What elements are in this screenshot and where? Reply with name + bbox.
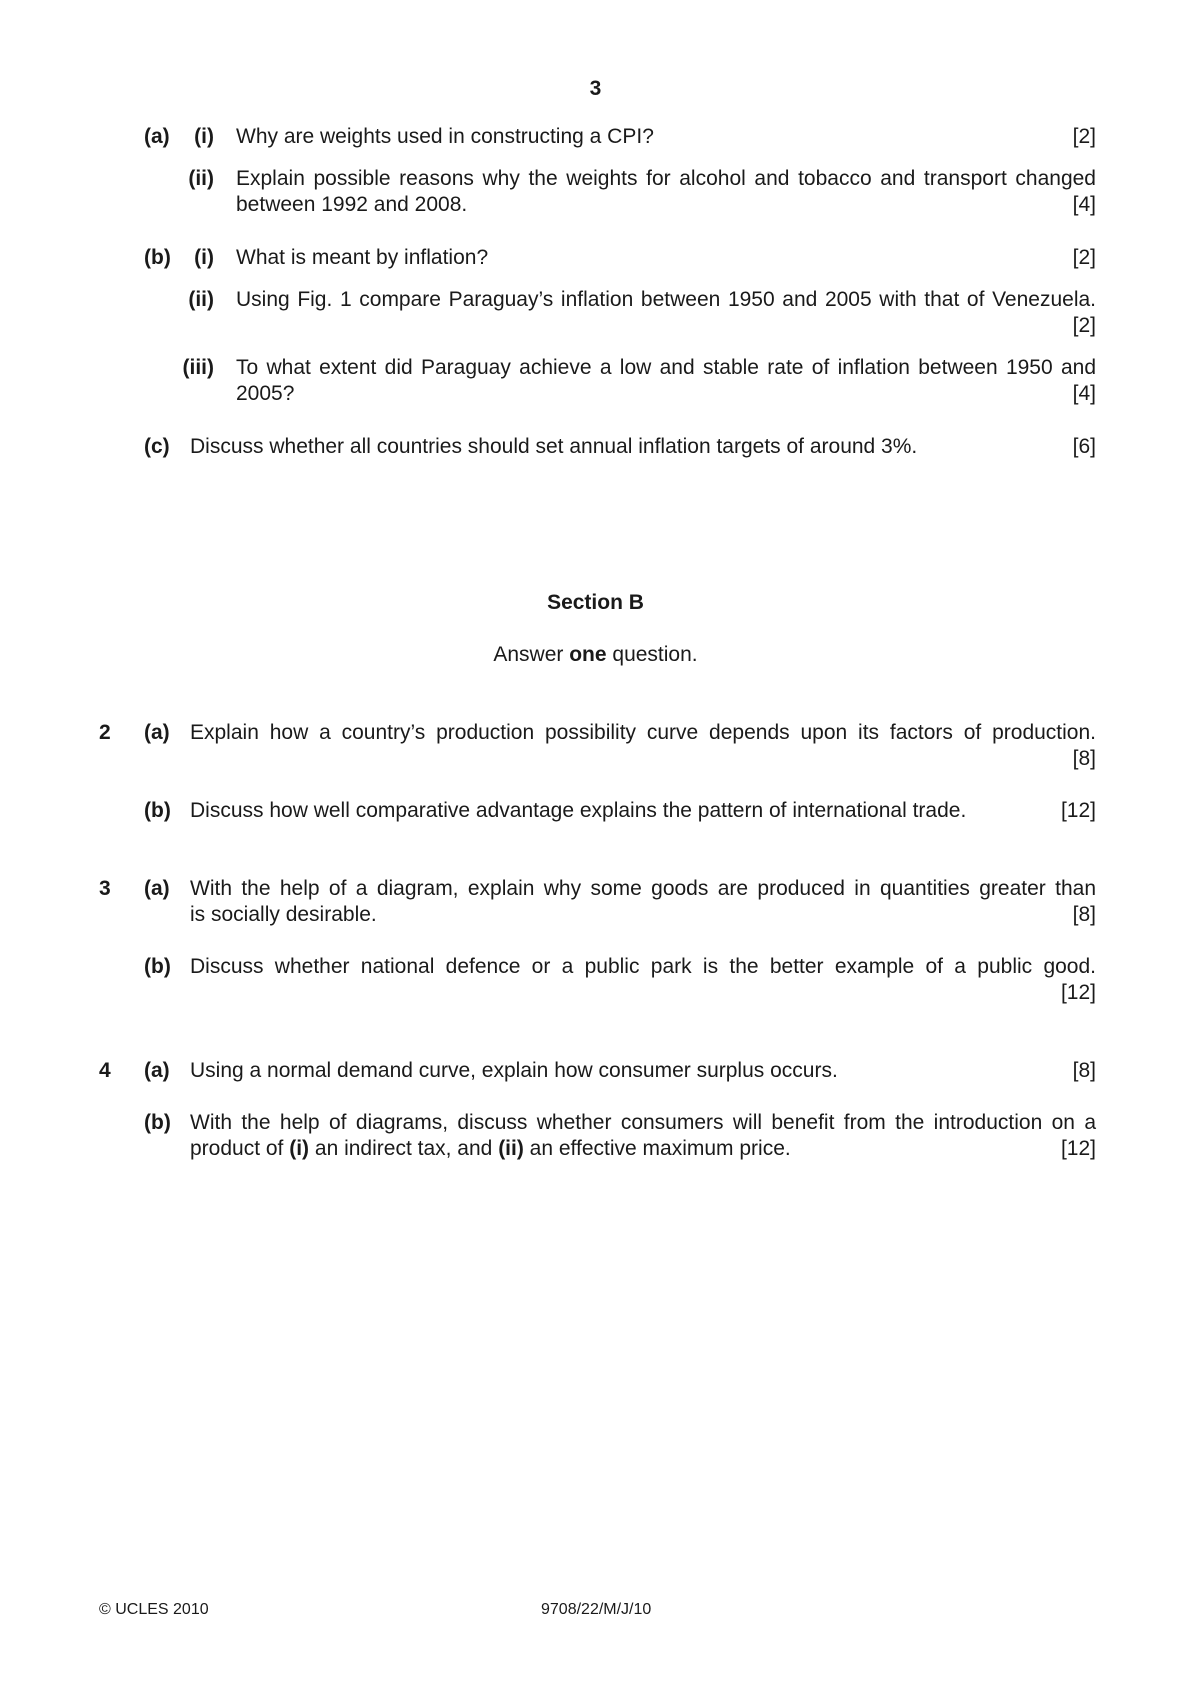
subpart-label: (iii) [182, 356, 214, 379]
part-label: (a) [144, 877, 170, 900]
marks: [4] [1072, 193, 1096, 216]
subpart-label: (i) [194, 125, 214, 148]
question-text: Using a normal demand curve, explain how consumer surplus occurs. [190, 1059, 838, 1082]
marks: [2] [1072, 246, 1096, 269]
marks: [8] [1072, 1059, 1096, 1082]
section-instruction [0, 642, 1191, 668]
question-text-line-2: between 1992 and 2008. [236, 193, 468, 216]
page-number: 3 [589, 77, 602, 100]
marks: [12] [1060, 799, 1096, 822]
instruction-text-end: question. [606, 643, 698, 666]
marks: [12] [1060, 1137, 1096, 1160]
text-segment: an indirect tax, and [309, 1137, 499, 1160]
marks: [8] [1072, 747, 1096, 770]
question-text: What is meant by inflation? [236, 246, 489, 269]
question-text-line-1: With the help of diagrams, discuss whether consumers will benefit from the introduction on a [190, 1111, 1096, 1134]
marks: [2] [1072, 125, 1096, 148]
part-label: (a) [144, 125, 170, 148]
instruction-emphasis: one [569, 643, 607, 666]
question-number: 4 [99, 1059, 111, 1082]
marks: [8] [1072, 903, 1096, 926]
subpart-ref-i: (i) [289, 1137, 310, 1160]
subpart-ref-ii: (ii) [498, 1137, 524, 1160]
marks: [12] [1060, 981, 1096, 1004]
text-segment: an effective maximum price. [523, 1137, 791, 1160]
question-text-line-2: is socially desirable. [190, 903, 377, 926]
question-number: 2 [99, 721, 111, 744]
question-text-line-1: Explain possible reasons why the weights for alcohol and tobacco and transport changed [236, 167, 1096, 190]
instruction-text: Answer [493, 643, 570, 666]
marks: [2] [1072, 314, 1096, 337]
subpart-label: (i) [194, 246, 214, 269]
question-text: Using Fig. 1 compare Paraguay’s inflation between 1950 and 2005 with that of Venezuela. [236, 288, 1096, 311]
question-text-line-2: 2005? [236, 382, 295, 405]
question-text-line-1: With the help of a diagram, explain why some goods are produced in quantities greater than [190, 877, 1096, 900]
text-segment: product of [190, 1137, 290, 1160]
question-text: Why are weights used in constructing a CPI? [236, 125, 654, 148]
marks: [6] [1072, 435, 1096, 458]
question-text: Discuss whether national defence or a public park is the better example of a public good. [190, 955, 1096, 978]
question-number: 3 [99, 877, 111, 900]
part-label: (b) [144, 1111, 171, 1134]
question-text-line-1: To what extent did Paraguay achieve a low and stable rate of inflation between 1950 and [236, 356, 1096, 379]
section-title: Section B [547, 591, 644, 614]
footer-paper-code: 9708/22/M/J/10 [541, 1601, 652, 1618]
part-label: (b) [144, 799, 171, 822]
footer-copyright: © UCLES 2010 [99, 1601, 209, 1618]
question-text-line-2 [190, 1136, 1096, 1162]
marks: [4] [1072, 382, 1096, 405]
question-text: Discuss how well comparative advantage explains the pattern of international trade. [190, 799, 967, 822]
question-text: Discuss whether all countries should set annual inflation targets of around 3%. [190, 435, 918, 458]
subpart-label: (ii) [188, 167, 214, 190]
part-label: (a) [144, 721, 170, 744]
part-label: (c) [144, 435, 170, 458]
part-label: (a) [144, 1059, 170, 1082]
subpart-label: (ii) [188, 288, 214, 311]
question-text: Explain how a country’s production possibility curve depends upon its factors of production. [190, 721, 1096, 744]
part-label: (b) [144, 955, 171, 978]
part-label: (b) [144, 246, 171, 269]
